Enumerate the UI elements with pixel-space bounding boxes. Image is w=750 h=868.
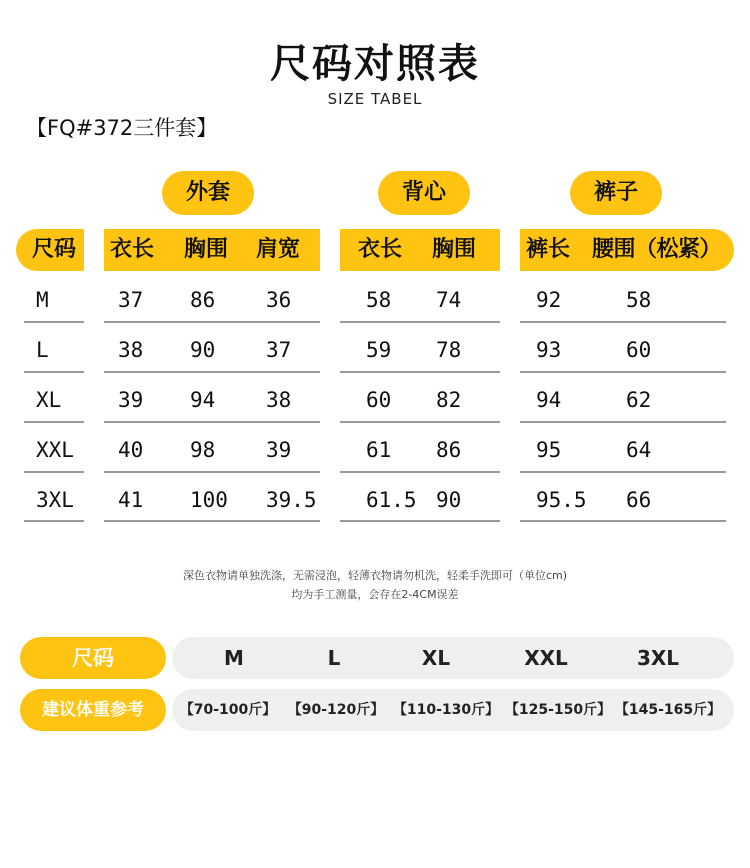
cell-coat-chest: 86 [190,288,216,312]
header-bar-vest [340,229,500,271]
col-header-pants-length: 裤长 [526,237,571,262]
weight-range: 【125-150斤】 [504,702,612,718]
weight-range: 【145-165斤】 [614,702,722,718]
col-header-vest-chest: 胸围 [432,237,477,262]
row-divider [24,371,84,373]
weight-range: 【90-120斤】 [287,702,385,718]
header-bar-pants [520,229,734,271]
cell-coat-chest: 94 [190,388,216,412]
cell-pants-waist: 66 [626,488,652,512]
cell-coat-length: 38 [118,338,144,362]
cell-pants-length: 95 [536,438,562,462]
page-title: 尺码对照表 [270,41,480,87]
cell-coat-length: 39 [118,388,144,412]
row-divider [24,520,84,522]
cell-vest-chest: 82 [436,388,462,412]
header-bar-coat [104,229,320,271]
weight-range: 【110-130斤】 [392,702,500,718]
cell-pants-waist: 64 [626,438,652,462]
col-header-size: 尺码 [32,237,77,262]
cell-coat-chest: 100 [190,488,228,512]
size-option: L [327,646,341,670]
row-divider [340,471,500,473]
col-header-vest-length: 衣长 [358,237,403,262]
size-option: 3XL [636,646,680,670]
cell-size: L [36,338,49,362]
cell-size: M [36,288,49,312]
weight-range: 【70-100斤】 [179,702,277,718]
cell-coat-shoulder: 39.5 [266,488,317,512]
cell-vest-length: 61.5 [366,488,417,512]
cell-vest-length: 59 [366,338,392,362]
row-divider [24,421,84,423]
row-divider [24,321,84,323]
size-option: M [224,646,244,670]
row-divider [520,321,726,323]
cell-vest-chest: 74 [436,288,462,312]
weight-strip [172,689,734,731]
cell-coat-shoulder: 37 [266,338,292,362]
cell-size: 3XL [36,488,74,512]
cell-vest-length: 61 [366,438,392,462]
size-option: XL [421,646,451,670]
row-divider [24,471,84,473]
size-option: XXL [524,646,568,670]
size-strip-label: 尺码 [20,637,166,679]
col-header-coat-shoulder: 肩宽 [256,237,301,262]
row-divider [340,371,500,373]
cell-vest-length: 60 [366,388,392,412]
cell-pants-length: 93 [536,338,562,362]
size-strip [172,637,734,679]
cell-coat-shoulder: 39 [266,438,292,462]
row-divider [520,520,726,522]
row-divider [104,321,320,323]
page-subtitle: SIZE TABEL [327,90,423,108]
cell-vest-chest: 78 [436,338,462,362]
measure-note: 均为手工测量，会存在2-4CM误差 [291,588,459,601]
group-header-coat: 外套 [162,171,254,215]
cell-vest-chest: 90 [436,488,462,512]
cell-pants-length: 94 [536,388,562,412]
row-divider [520,421,726,423]
col-header-coat-length: 衣长 [110,237,155,262]
cell-coat-shoulder: 36 [266,288,292,312]
cell-coat-length: 40 [118,438,144,462]
care-note: 深色衣物请单独洗涤，无需浸泡，轻薄衣物请勿机洗，轻柔手洗即可（单位cm) [182,569,568,582]
row-divider [340,520,500,522]
col-header-coat-chest: 胸围 [184,237,229,262]
weight-strip-label: 建议体重参考 [20,689,166,731]
cell-pants-length: 95.5 [536,488,587,512]
cell-coat-chest: 90 [190,338,216,362]
row-divider [340,421,500,423]
cell-size: XXL [36,438,74,462]
row-divider [104,371,320,373]
cell-coat-chest: 98 [190,438,216,462]
cell-vest-length: 58 [366,288,392,312]
cell-pants-length: 92 [536,288,562,312]
product-code: 【FQ#372三件套】 [26,116,218,140]
row-divider [520,471,726,473]
cell-coat-shoulder: 38 [266,388,292,412]
cell-vest-chest: 86 [436,438,462,462]
cell-pants-waist: 58 [626,288,652,312]
cell-coat-length: 41 [118,488,144,512]
col-header-pants-waist: 腰围（松紧） [592,237,722,262]
row-divider [104,421,320,423]
row-divider [104,471,320,473]
group-header-pants: 裤子 [570,171,662,215]
cell-size: XL [36,388,62,412]
cell-pants-waist: 62 [626,388,652,412]
group-header-vest: 背心 [378,171,470,215]
header-bar-size [16,229,84,271]
row-divider [104,520,320,522]
cell-pants-waist: 60 [626,338,652,362]
row-divider [340,321,500,323]
cell-coat-length: 37 [118,288,144,312]
row-divider [520,371,726,373]
